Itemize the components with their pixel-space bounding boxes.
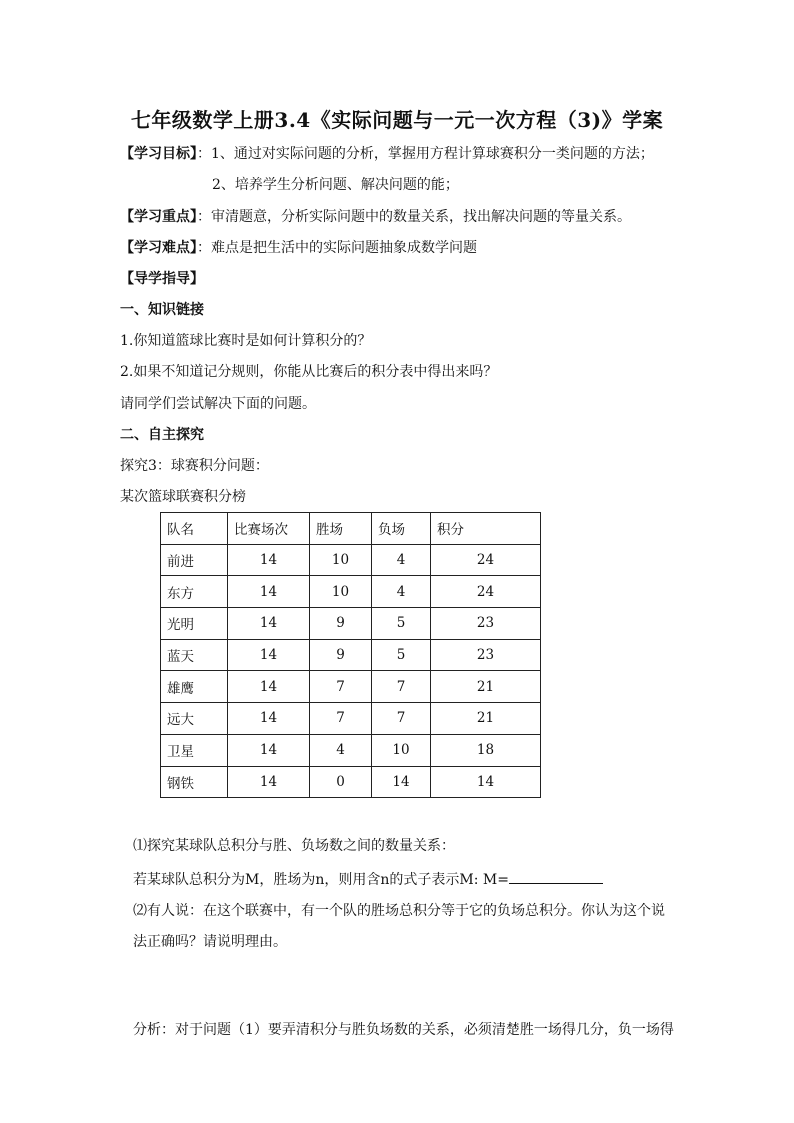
points-cell: 23 <box>431 639 541 671</box>
games-cell: 14 <box>228 576 310 608</box>
section1-question-3: 请同学们尝试解决下面的问题。 <box>120 396 316 412</box>
losses-cell: 14 <box>372 766 431 798</box>
table-row <box>161 576 541 608</box>
wins-cell: 10 <box>310 576 372 608</box>
header-cell: 胜场 <box>310 513 372 545</box>
wins-cell: 4 <box>310 734 372 766</box>
team-name: 卫星 <box>161 734 228 766</box>
table-row <box>161 703 541 735</box>
team-name: 东方 <box>161 576 228 608</box>
points-cell: 24 <box>431 576 541 608</box>
question-1-formula: 若某球队总积分为M，胜场为n，则用含n的式子表示M: M= <box>133 872 509 888</box>
wins-cell: 7 <box>310 671 372 703</box>
losses-cell: 7 <box>372 703 431 735</box>
wins-cell: 9 <box>310 639 372 671</box>
points-cell: 23 <box>431 608 541 640</box>
games-cell: 14 <box>228 734 310 766</box>
points-cell: 14 <box>431 766 541 798</box>
losses-cell: 4 <box>372 544 431 576</box>
header-cell: 队名 <box>161 513 228 545</box>
answer-blank[interactable] <box>509 869 603 884</box>
points-cell: 18 <box>431 734 541 766</box>
games-cell: 14 <box>228 703 310 735</box>
table-row <box>161 766 541 798</box>
team-name: 光明 <box>161 608 228 640</box>
wins-cell: 10 <box>310 544 372 576</box>
losses-cell: 5 <box>372 639 431 671</box>
games-cell: 14 <box>228 639 310 671</box>
points-cell: 24 <box>431 544 541 576</box>
question-1-sub <box>133 869 603 890</box>
section1-question-2: 2.如果不知道记分规则，你能从比赛后的积分表中得出来吗？ <box>120 364 498 380</box>
difficulty-label: 【学习难点】 <box>120 240 197 256</box>
question-2-line-2: 法正确吗？请说明理由。 <box>133 934 287 950</box>
section1-heading: 一、知识链接 <box>120 302 204 318</box>
team-name: 雄鹰 <box>161 671 228 703</box>
objectives-label: 【学习目标】 <box>120 146 197 162</box>
analysis-text: 分析：对于问题（1）要弄清积分与胜负场数的关系，必须清楚胜一场得几分，负一场得 <box>133 1022 674 1038</box>
guide-heading: 【导学指导】 <box>120 271 204 287</box>
score-table <box>160 512 541 798</box>
objectives-item-1: ：1、通过对实际问题的分析，掌握用方程计算球赛积分一类问题的方法； <box>197 146 654 162</box>
team-name: 远大 <box>161 703 228 735</box>
wins-cell: 9 <box>310 608 372 640</box>
losses-cell: 10 <box>372 734 431 766</box>
wins-cell: 7 <box>310 703 372 735</box>
games-cell: 14 <box>228 671 310 703</box>
header-cell: 比赛场次 <box>228 513 310 545</box>
keypoint-text: ：审清题意，分析实际问题中的数量关系，找出解决问题的等量关系。 <box>197 209 631 225</box>
points-cell: 21 <box>431 671 541 703</box>
objectives-line <box>120 144 654 164</box>
games-cell: 14 <box>228 544 310 576</box>
header-cell: 积分 <box>431 513 541 545</box>
table-header-row <box>161 513 541 545</box>
games-cell: 14 <box>228 608 310 640</box>
question-1: ⑴探究某球队总积分与胜、负场数之间的数量关系： <box>133 838 455 854</box>
explore-label: 探究3：球赛积分问题： <box>120 458 269 474</box>
section1-question-1: 1.你知道篮球比赛时是如何计算积分的？ <box>120 333 372 349</box>
keypoint-label: 【学习重点】 <box>120 209 197 225</box>
team-name: 钢铁 <box>161 766 228 798</box>
games-cell: 14 <box>228 766 310 798</box>
table-row <box>161 544 541 576</box>
objectives-item-2: 2、培养学生分析问题、解决问题的能； <box>212 177 459 193</box>
table-row <box>161 671 541 703</box>
header-cell: 负场 <box>372 513 431 545</box>
wins-cell: 0 <box>310 766 372 798</box>
table-row <box>161 639 541 671</box>
table-row <box>161 608 541 640</box>
table-caption: 某次篮球联赛积分榜 <box>120 489 246 505</box>
losses-cell: 5 <box>372 608 431 640</box>
table-row <box>161 734 541 766</box>
keypoint-line <box>120 207 631 227</box>
difficulty-text: ：难点是把生活中的实际问题抽象成数学问题 <box>197 240 477 256</box>
team-name: 蓝天 <box>161 639 228 671</box>
points-cell: 21 <box>431 703 541 735</box>
losses-cell: 7 <box>372 671 431 703</box>
losses-cell: 4 <box>372 576 431 608</box>
team-name: 前进 <box>161 544 228 576</box>
section2-heading: 二、自主探究 <box>120 427 204 443</box>
difficulty-line <box>120 238 477 258</box>
question-2-line-1: ⑵有人说：在这个联赛中，有一个队的胜场总积分等于它的负场总积分。你认为这个说 <box>133 903 665 919</box>
page-title: 七年级数学上册3.4《实际问题与一元一次方程（3)》学案 <box>130 108 664 132</box>
